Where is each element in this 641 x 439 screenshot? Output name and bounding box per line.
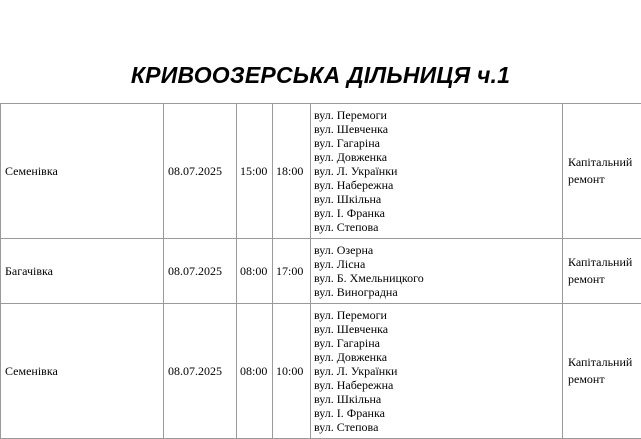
work-type-cell: Капітальний ремонт (563, 304, 641, 439)
date-cell: 08.07.2025 (164, 104, 237, 239)
locality-cell: Семенівка (1, 304, 164, 439)
street-item: вул. І. Франка (314, 206, 559, 220)
street-item: вул. Степова (314, 220, 559, 234)
start-time-cell: 08:00 (237, 304, 273, 439)
date-cell: 08.07.2025 (164, 304, 237, 439)
street-item: вул. Виноградна (314, 285, 559, 299)
streets-cell (311, 104, 563, 239)
outage-schedule-table (0, 103, 641, 439)
street-item: вул. Лісна (314, 257, 559, 271)
street-item: вул. Степова (314, 420, 559, 434)
end-time-cell: 18:00 (273, 104, 311, 239)
table-row (1, 104, 641, 239)
street-item: вул. Б. Хмельницкого (314, 271, 559, 285)
streets-cell (311, 239, 563, 304)
page-title: КРИВООЗЕРСЬКА ДІЛЬНИЦЯ ч.1 (0, 60, 641, 90)
work-type-cell: Капітальний ремонт (563, 104, 641, 239)
locality-cell: Семенівка (1, 104, 164, 239)
end-time-cell: 10:00 (273, 304, 311, 439)
street-item: вул. Перемоги (314, 308, 559, 322)
work-type-cell: Капітальний ремонт (563, 239, 641, 304)
table-row (1, 239, 641, 304)
street-item: вул. Шевченка (314, 322, 559, 336)
street-item: вул. Набережна (314, 178, 559, 192)
streets-cell (311, 304, 563, 439)
start-time-cell: 08:00 (237, 239, 273, 304)
street-item: вул. Перемоги (314, 108, 559, 122)
street-item: вул. Шевченка (314, 122, 559, 136)
street-item: вул. Набережна (314, 378, 559, 392)
street-item: вул. Л. Українки (314, 164, 559, 178)
street-item: вул. Озерна (314, 243, 559, 257)
start-time-cell: 15:00 (237, 104, 273, 239)
street-item: вул. Гагаріна (314, 336, 559, 350)
street-item: вул. Гагаріна (314, 136, 559, 150)
street-item: вул. Шкільна (314, 192, 559, 206)
end-time-cell: 17:00 (273, 239, 311, 304)
street-item: вул. Л. Українки (314, 364, 559, 378)
locality-cell: Багачівка (1, 239, 164, 304)
street-item: вул. І. Франка (314, 406, 559, 420)
street-item: вул. Шкільна (314, 392, 559, 406)
street-item: вул. Довженка (314, 150, 559, 164)
table-row (1, 304, 641, 439)
street-item: вул. Довженка (314, 350, 559, 364)
date-cell: 08.07.2025 (164, 239, 237, 304)
